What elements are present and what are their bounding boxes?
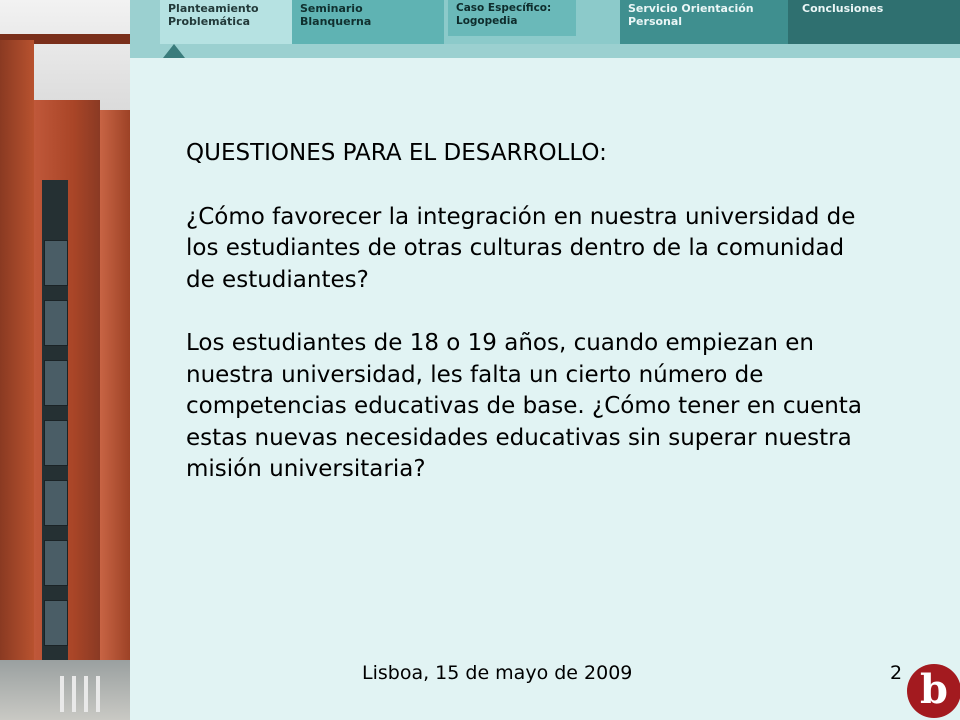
question-1: ¿Cómo favorecer la integración en nuestra universidad de los estudiantes de otras culturas dentro de la comunidad de estudiantes?: [186, 203, 856, 293]
slide-content: [186, 138, 876, 486]
active-tab-indicator-icon: [163, 44, 185, 58]
nav-bar-strip: [130, 44, 960, 58]
footer-date: Lisboa, 15 de mayo de 2009: [362, 662, 633, 684]
page-number: 2: [890, 662, 903, 684]
blanquerna-logo-icon: b: [907, 664, 960, 718]
tab-conclusiones[interactable]: Conclusiones: [788, 0, 960, 44]
tab-seminario[interactable]: Seminario Blanquerna: [292, 0, 444, 44]
tab-planteamiento[interactable]: Planteamiento Problemática: [160, 0, 292, 44]
tab-servicio-orientacion[interactable]: Servicio Orientación Personal: [620, 0, 788, 44]
slide-heading: QUESTIONES PARA EL DESARROLLO:: [186, 140, 607, 166]
building-photo: [0, 0, 130, 720]
question-2: Los estudiantes de 18 o 19 años, cuando empiezan en nuestra universidad, les falta un cierto número de competencias educativas de base. ¿Cómo tener en cuenta estas nuevas necesidades educativas sin superar nuestra misión universitaria?: [186, 330, 862, 482]
tab-caso-especifico[interactable]: Caso Específico: Logopedia: [448, 0, 576, 36]
